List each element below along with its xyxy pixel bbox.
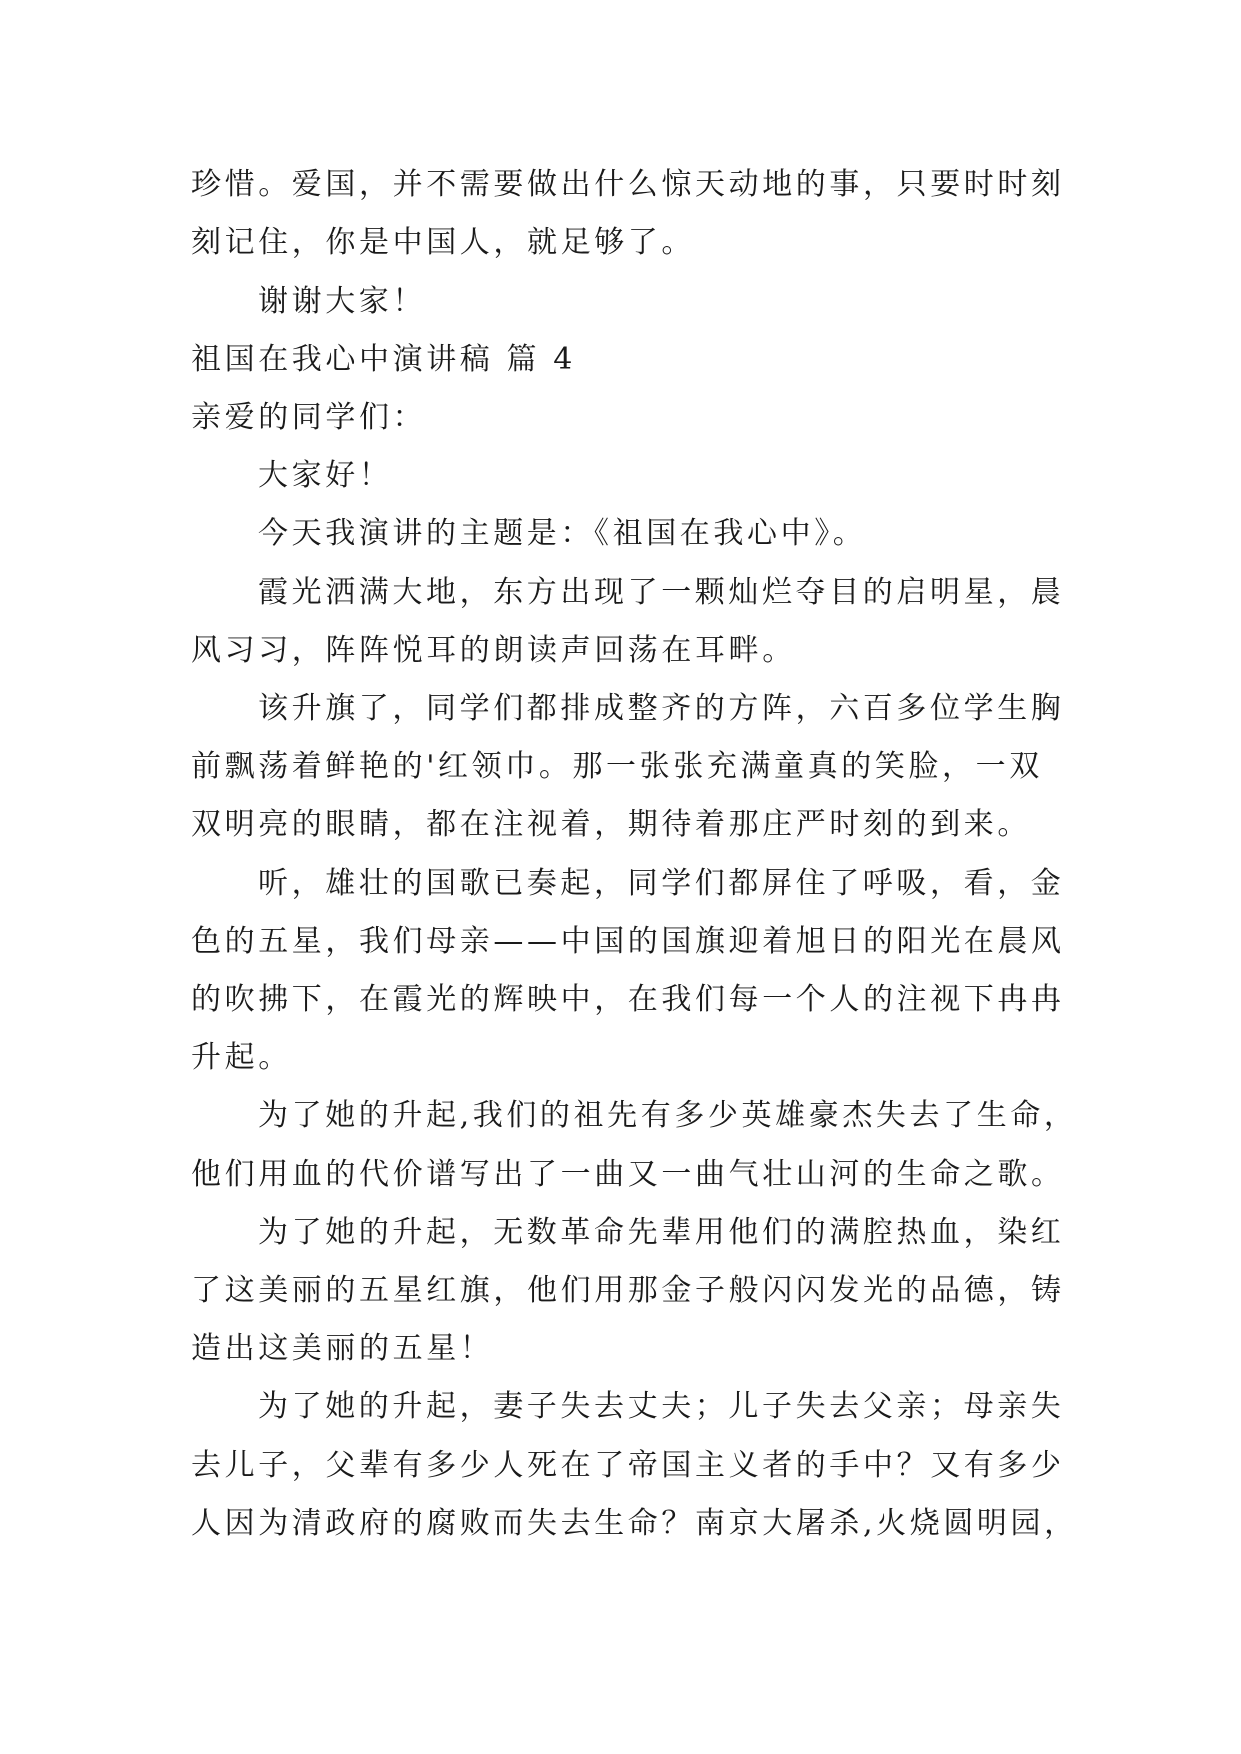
text-line: 珍惜。爱国，并不需要做出什么惊天动地的事，只要时时刻: [191, 167, 1065, 202]
salutation: 亲爱的同学们：: [191, 400, 427, 435]
text-line: 双明亮的眼睛，都在注视着，期待着那庄严时刻的到来。: [191, 807, 1031, 842]
text-line: 为了她的升起，妻子失去丈夫；儿子失去父亲；母亲失: [258, 1389, 1065, 1424]
text-line: 风习习，阵阵悦耳的朗读声回荡在耳畔。: [191, 633, 796, 668]
text-line: 霞光洒满大地，东方出现了一颗灿烂夺目的启明星，晨: [258, 575, 1065, 610]
text-line: 为了她的升起,我们的祖先有多少英雄豪杰失去了生命，: [258, 1098, 1078, 1133]
section-heading: 祖国在我心中演讲稿 篇 4: [191, 342, 576, 377]
text-line: 升起。: [191, 1040, 292, 1075]
text-line: 听，雄壮的国歌已奏起，同学们都屏住了呼吸，看，金: [258, 866, 1065, 901]
text-line: 前飘荡着鲜艳的'红领巾。那一张张充满童真的笑脸，一双: [191, 749, 1043, 784]
text-line: 了这美丽的五星红旗，他们用那金子般闪闪发光的品德，铸: [191, 1273, 1065, 1308]
text-line: 谢谢大家！: [258, 284, 426, 319]
text-line: 今天我演讲的主题是：《祖国在我心中》。: [258, 516, 867, 551]
text-line: 为了她的升起，无数革命先辈用他们的满腔热血，染红: [258, 1215, 1065, 1250]
text-line: 去儿子，父辈有多少人死在了帝国主义者的手中？又有多少: [191, 1448, 1065, 1483]
text-line: 该升旗了，同学们都排成整齐的方阵，六百多位学生胸: [258, 691, 1065, 726]
text-line: 人因为清政府的腐败而失去生命？南京大屠杀,火烧圆明园，: [191, 1506, 1078, 1541]
text-line: 色的五星，我们母亲——中国的国旗迎着旭日的阳光在晨风: [191, 924, 1065, 959]
text-line: 大家好！: [258, 458, 393, 493]
text-line: 造出这美丽的五星！: [191, 1331, 494, 1366]
text-line: 刻记住，你是中国人，就足够了。: [191, 225, 695, 260]
text-line: 他们用血的代价谱写出了一曲又一曲气壮山河的生命之歌。: [191, 1157, 1065, 1192]
text-line: 的吹拂下，在霞光的辉映中，在我们每一个人的注视下冉冉: [191, 982, 1065, 1017]
